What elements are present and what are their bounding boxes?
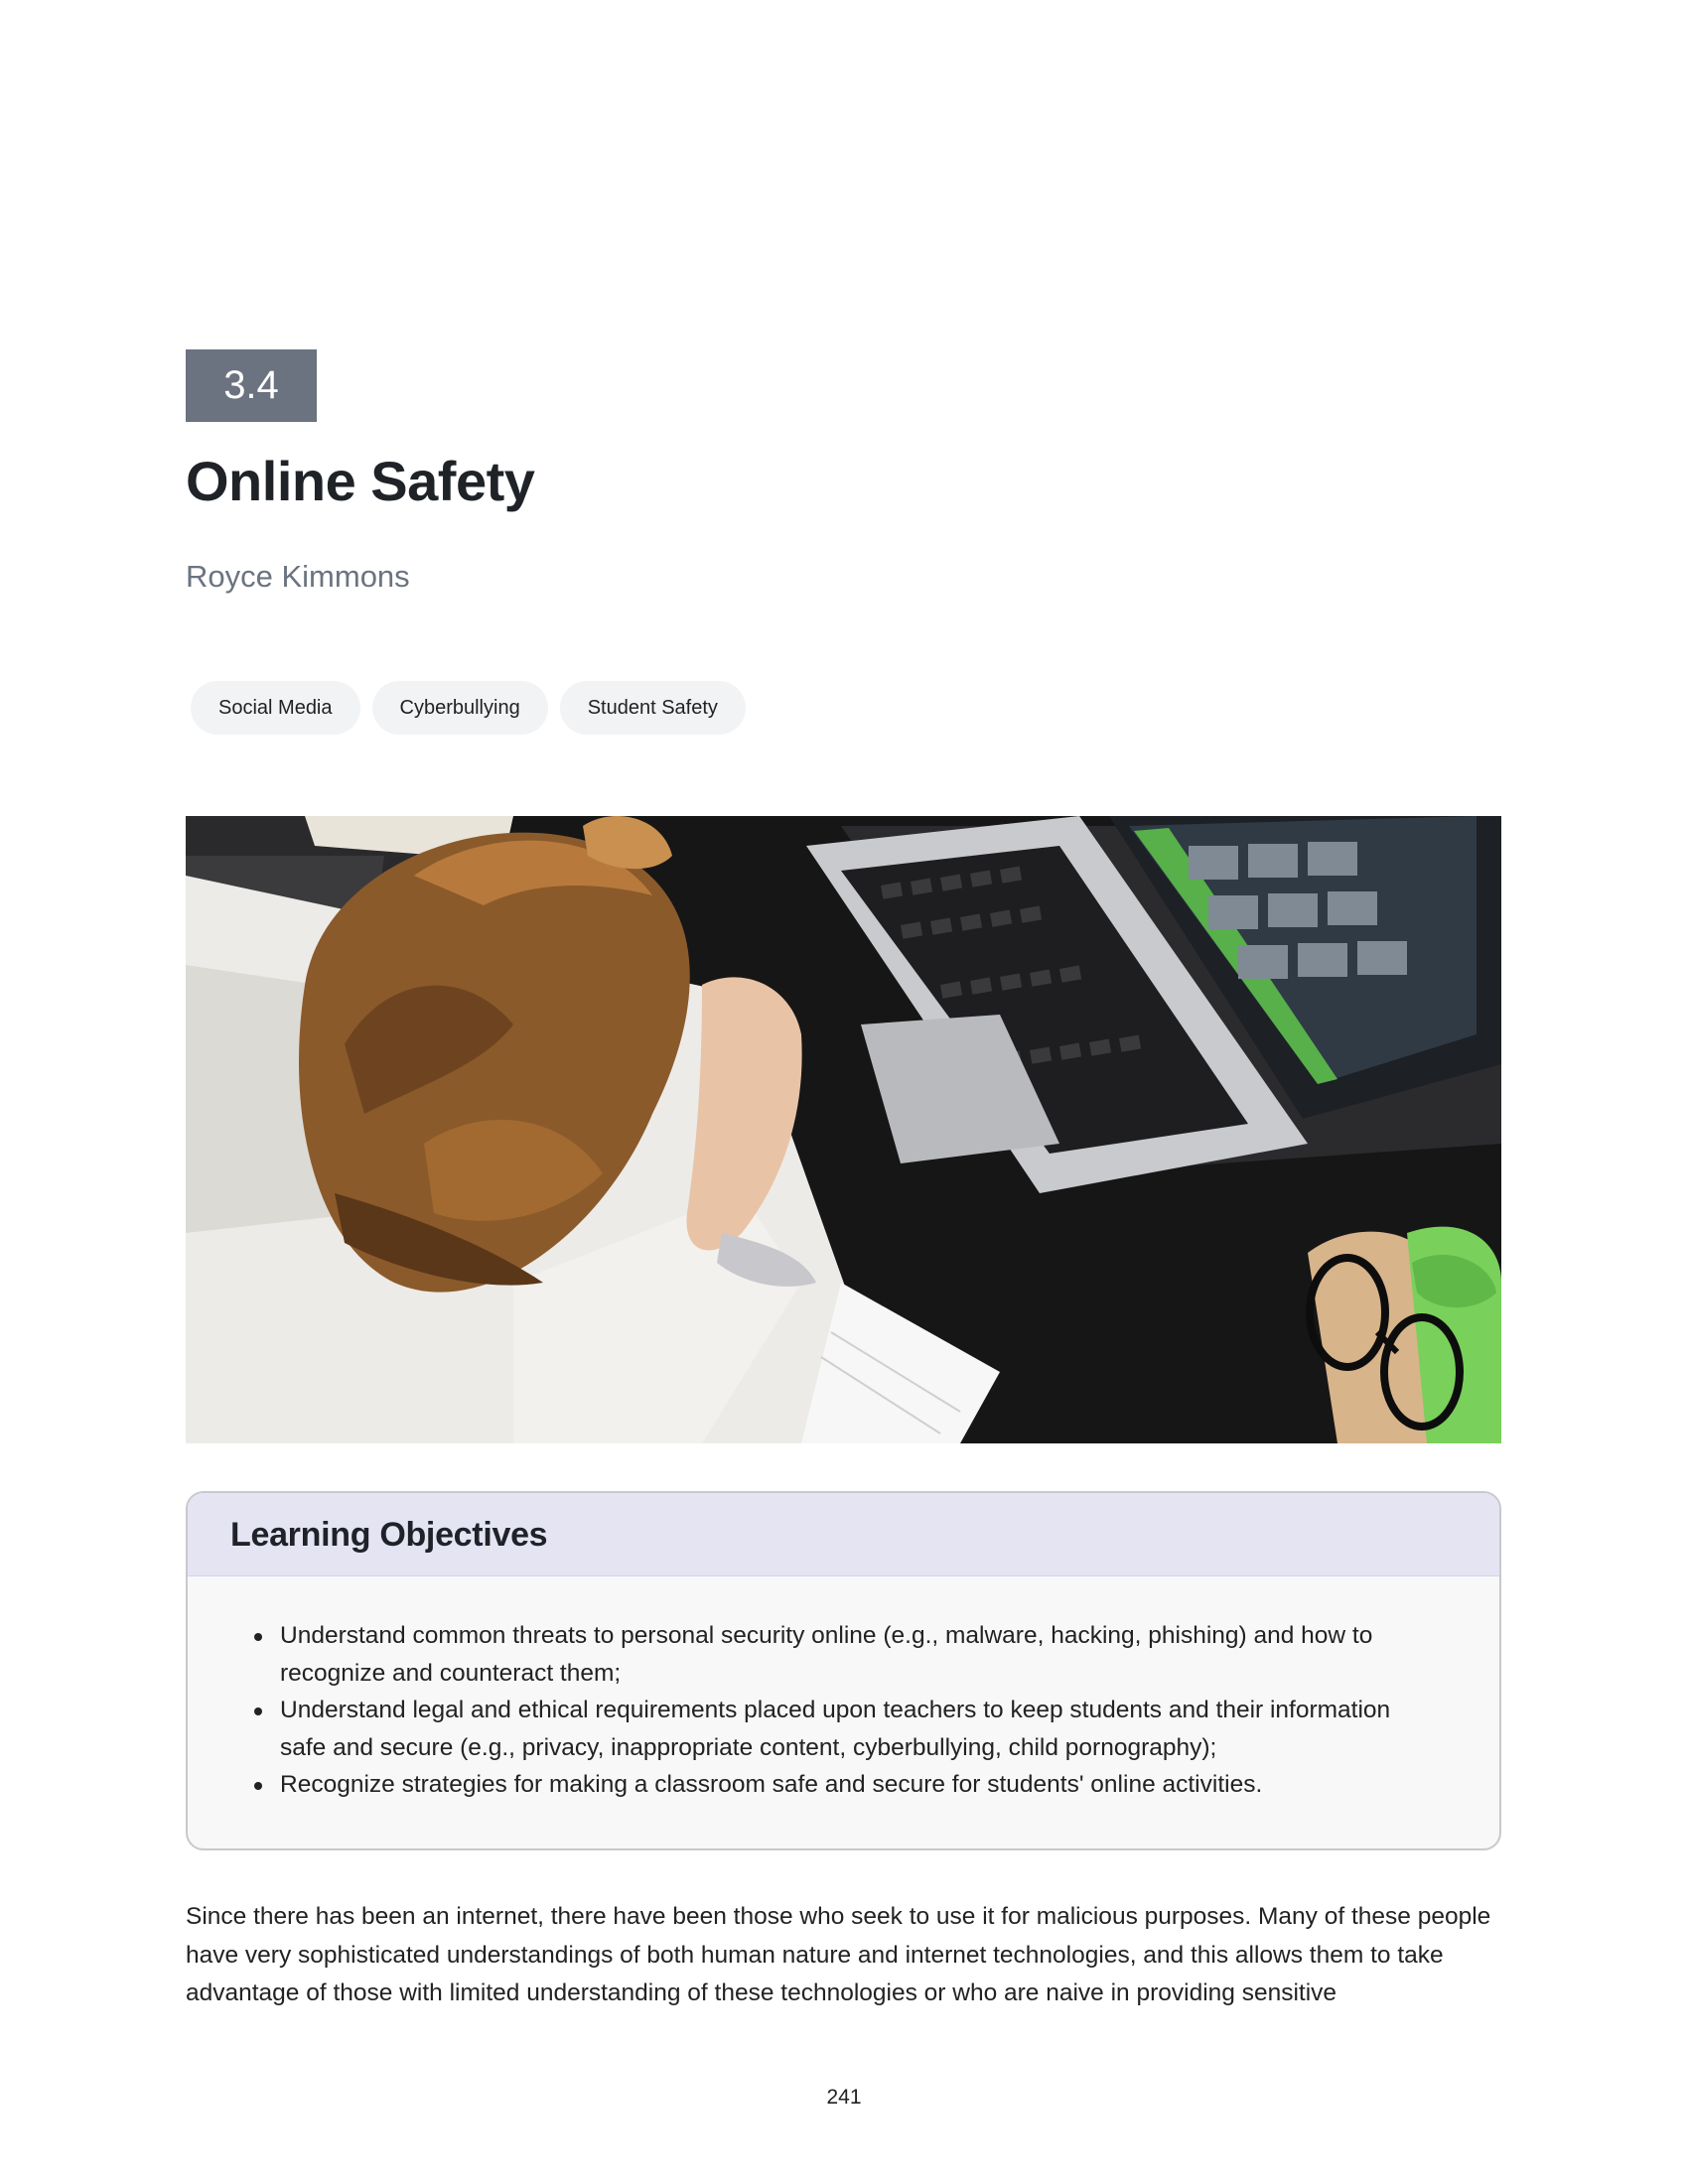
tag-list [191, 681, 746, 735]
chapter-number-badge: 3.4 [186, 349, 317, 422]
objectives-heading: Learning Objectives [230, 1516, 548, 1554]
tag-social-media[interactable]: Social Media [191, 681, 360, 735]
objectives-list [188, 1576, 1499, 1804]
author-name: Royce Kimmons [186, 559, 410, 594]
page-number: 241 [826, 2086, 862, 2109]
objective-item: Recognize strategies for making a classroom safe and secure for students' online activities. [280, 1766, 1440, 1804]
objective-item: Understand legal and ethical requirements placed upon teachers to keep students and their information safe and secure (e.g., privacy, inappropriate content, cyberbullying, child pornography); [280, 1692, 1440, 1766]
learning-objectives-box [186, 1491, 1501, 1850]
tag-student-safety[interactable]: Student Safety [560, 681, 746, 735]
tag-cyberbullying[interactable]: Cyberbullying [372, 681, 548, 735]
hero-image [186, 816, 1501, 1443]
objective-item: Understand common threats to personal security online (e.g., malware, hacking, phishing) and how to recognize and counteract them; [280, 1617, 1440, 1692]
objectives-header [188, 1493, 1499, 1576]
stressed-student-laptop-photo [186, 816, 1501, 1443]
chapter-title: Online Safety [186, 450, 535, 512]
body-paragraph: Since there has been an internet, there have been those who seek to use it for malicious purposes. Many of these people have very sophisticated understandings of both human nature and internet technologies, and this allows them to take advantage of those with limited understanding of these technologies or who are naive in providing sensitive [186, 1903, 1491, 2006]
